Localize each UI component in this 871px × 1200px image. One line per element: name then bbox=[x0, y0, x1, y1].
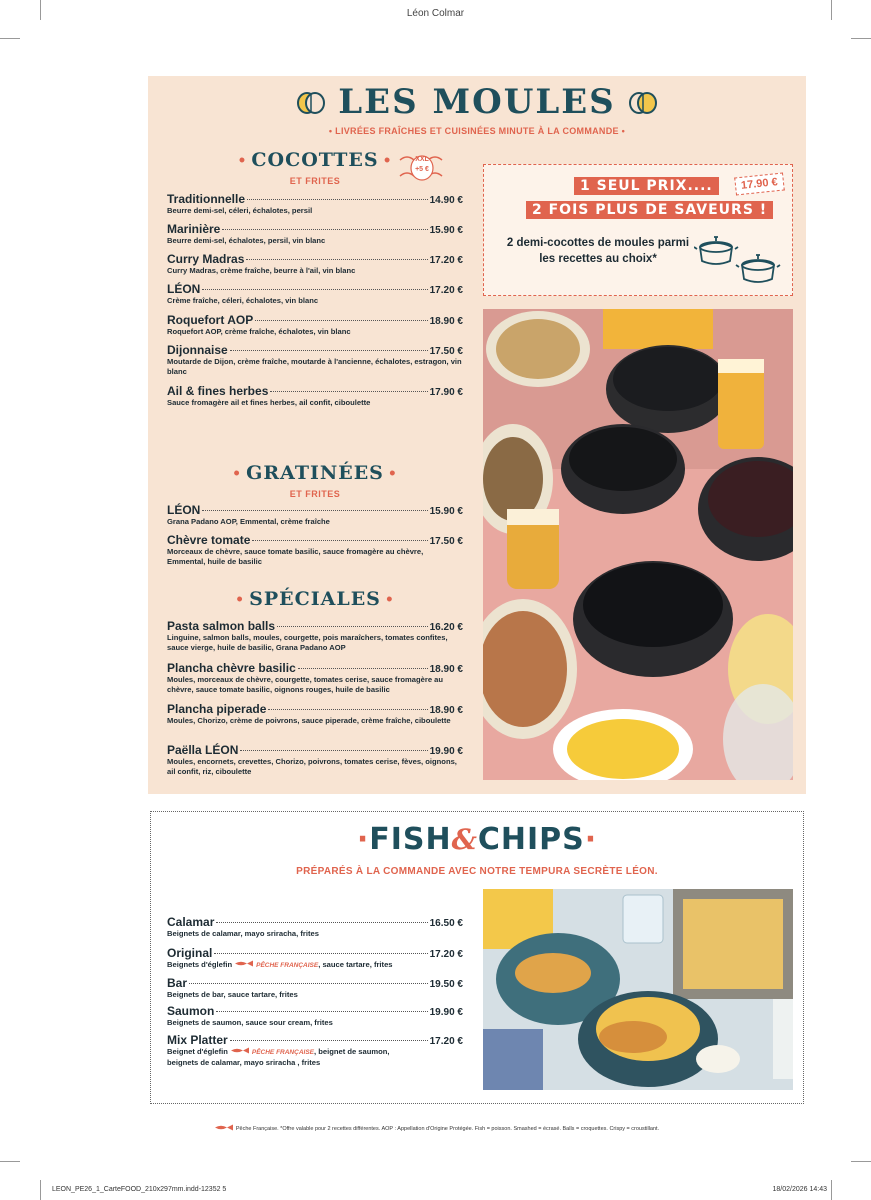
item-desc-b: , sauce tartare, frites bbox=[318, 960, 393, 969]
item-desc-b: , beignet de saumon, bbox=[314, 1047, 390, 1056]
fish-icon bbox=[234, 960, 254, 970]
menu-item bbox=[167, 503, 463, 527]
item-desc: Linguine, salmon balls, moules, courgette, pois maraîchers, tomates confites, sauce vierge, huile de basilic, Grana Padano AOP bbox=[167, 633, 448, 652]
menu-item bbox=[167, 661, 463, 695]
xxl-badge-top: XXL bbox=[415, 156, 429, 163]
menu-item bbox=[167, 946, 463, 971]
item-name: Bar bbox=[167, 976, 188, 990]
print-date: 18/02/2026 14:43 bbox=[772, 1186, 827, 1193]
item-price: 18.90 € bbox=[429, 664, 463, 675]
item-desc: Grana Padano AOP, Emmental, crème fraîche bbox=[167, 517, 330, 526]
menu-item bbox=[167, 282, 463, 306]
item-name: Ail & fines herbes bbox=[167, 384, 269, 398]
item-price: 17.20 € bbox=[429, 1036, 463, 1047]
promo-box bbox=[483, 164, 793, 296]
menu-item bbox=[167, 976, 463, 1000]
crop-mark bbox=[0, 1161, 20, 1162]
item-price: 17.20 € bbox=[429, 285, 463, 296]
menu-item bbox=[167, 192, 463, 216]
cocottes-subtitle: ET FRITES bbox=[289, 176, 341, 186]
fish-chips-subtitle: PRÉPARÉS À LA COMMANDE AVEC NOTRE TEMPURA SECRÈTE LÉON. bbox=[296, 866, 658, 877]
moules-subtitle: • LIVRÉES FRAÎCHES ET CUISINÉES MINUTE À LA COMMANDE • bbox=[328, 126, 626, 136]
cocotte-pots-icon bbox=[694, 231, 784, 292]
item-desc: Beignets de saumon, sauce sour cream, frites bbox=[167, 1018, 333, 1027]
item-price: 16.20 € bbox=[429, 622, 463, 633]
item-name: Curry Madras bbox=[167, 252, 245, 266]
item-name: LÉON bbox=[167, 282, 201, 296]
mussels-photo bbox=[483, 309, 793, 780]
menu-item bbox=[167, 619, 463, 653]
item-desc: Curry Madras, crème fraîche, beurre à l'ail, vin blanc bbox=[167, 266, 356, 275]
item-desc-a: Beignet d'églefin bbox=[167, 1047, 228, 1056]
item-desc: Beurre demi-sel, céleri, échalotes, persil bbox=[167, 206, 313, 215]
item-name: Plancha piperade bbox=[167, 702, 267, 716]
moules-title-text: LES MOULES bbox=[338, 82, 616, 122]
peche-francaise-label: PÊCHE FRANÇAISE bbox=[256, 962, 319, 969]
item-name: Roquefort AOP bbox=[167, 313, 254, 327]
item-desc: Beignets de bar, sauce tartare, frites bbox=[167, 990, 298, 999]
item-desc: Beignets de calamar, mayo sriracha, frites bbox=[167, 929, 319, 938]
item-name: Plancha chèvre basilic bbox=[167, 661, 296, 675]
menu-item bbox=[167, 533, 463, 567]
item-name: Marinière bbox=[167, 222, 221, 236]
item-desc: Sauce fromagère ail et fines herbes, ail confit, ciboulette bbox=[167, 398, 371, 407]
promo-line-2: 2 FOIS PLUS DE SAVEURS ! bbox=[526, 201, 773, 219]
fish-chips-photo bbox=[483, 889, 793, 1090]
item-price: 17.20 € bbox=[429, 255, 463, 266]
gratinees-title: • GRATINÉES • bbox=[232, 462, 398, 484]
cocottes-title-text: COCOTTES bbox=[251, 149, 379, 171]
document-title: Léon Colmar bbox=[406, 8, 465, 19]
menu-item bbox=[167, 252, 463, 276]
item-name: Saumon bbox=[167, 1004, 215, 1018]
item-desc-c: beignets de calamar, mayo sriracha , frites bbox=[167, 1058, 321, 1067]
menu-item bbox=[167, 915, 463, 939]
xxl-badge bbox=[397, 152, 447, 182]
footnote bbox=[0, 1124, 871, 1133]
menu-item bbox=[167, 1033, 463, 1068]
footnote-text: Pêche Française. *Offre valable pour 2 recettes différentes. AOP : Appellation d'Origine Protégée. Fish = poisson. Smashed = écrasé. Balls = croquettes. Crispy = croustillant. bbox=[235, 1125, 660, 1132]
item-desc-a: Beignets d'églefin bbox=[167, 960, 233, 969]
item-desc: Beurre demi-sel, échalotes, persil, vin blanc bbox=[167, 236, 326, 245]
menu-item bbox=[167, 343, 463, 377]
menu-item bbox=[167, 1004, 463, 1028]
menu-item bbox=[167, 702, 463, 726]
file-info: LEON_PE26_1_CarteFOOD_210x297mm.indd-12352 5 bbox=[52, 1186, 227, 1193]
crop-mark bbox=[0, 38, 20, 39]
menu-item bbox=[167, 384, 463, 408]
cocottes-title: • COCOTTES • bbox=[237, 149, 393, 171]
xxl-badge-bottom: +5 € bbox=[415, 166, 429, 173]
moules-title bbox=[148, 82, 806, 124]
item-desc: Moules, Chorizo, crème de poivrons, sauce piperade, crème fraîche, ciboulette bbox=[167, 716, 451, 725]
item-name: Original bbox=[167, 946, 213, 960]
item-price: 19.90 € bbox=[429, 1007, 463, 1018]
fish-title-b: CHIPS bbox=[477, 822, 585, 857]
crop-mark bbox=[40, 1180, 41, 1200]
menu-item bbox=[167, 743, 463, 777]
crop-mark bbox=[851, 38, 871, 39]
item-price: 18.90 € bbox=[429, 705, 463, 716]
item-price: 16.50 € bbox=[429, 918, 463, 929]
item-name: LÉON bbox=[167, 503, 201, 517]
item-price: 15.90 € bbox=[429, 506, 463, 517]
item-name: Dijonnaise bbox=[167, 343, 228, 357]
gratinees-subtitle: ET FRITES bbox=[289, 489, 341, 499]
peche-francaise-label: PÊCHE FRANÇAISE bbox=[251, 1049, 314, 1056]
item-desc: Morceaux de chèvre, sauce tomate basilic, sauce fromagère au chèvre, Emmental, huile de basilic bbox=[167, 547, 424, 566]
item-price: 19.50 € bbox=[429, 979, 463, 990]
item-desc: Crème fraîche, céleri, échalotes, vin blanc bbox=[167, 296, 319, 305]
fish-icon bbox=[214, 1124, 234, 1133]
item-price: 19.90 € bbox=[429, 746, 463, 757]
item-price: 18.90 € bbox=[429, 316, 463, 327]
item-name: Traditionnelle bbox=[167, 192, 246, 206]
item-name: Pasta salmon balls bbox=[167, 619, 276, 633]
fish-title-a: FISH bbox=[369, 822, 452, 857]
menu-item bbox=[167, 222, 463, 246]
speciales-title-text: SPÉCIALES bbox=[249, 588, 381, 610]
gratinees-title-text: GRATINÉES bbox=[246, 462, 384, 484]
item-name: Calamar bbox=[167, 915, 215, 929]
promo-text: 2 demi-cocottes de moules parmi les recettes au choix* bbox=[506, 237, 690, 265]
item-price: 17.20 € bbox=[429, 949, 463, 960]
speciales-title: • SPÉCIALES • bbox=[235, 588, 395, 610]
item-price: 17.50 € bbox=[429, 346, 463, 357]
mussel-shell-icon bbox=[296, 84, 326, 124]
item-name: Paëlla LÉON bbox=[167, 743, 239, 757]
mussel-shell-icon bbox=[628, 84, 658, 124]
fish-title-amp: & bbox=[451, 823, 478, 856]
item-price: 15.90 € bbox=[429, 225, 463, 236]
promo-line-1: 1 SEUL PRIX.... bbox=[574, 177, 719, 195]
crop-mark bbox=[831, 1180, 832, 1200]
item-price: 14.90 € bbox=[429, 195, 463, 206]
item-desc bbox=[167, 1047, 463, 1068]
item-desc: Moules, morceaux de chèvre, courgette, tomates cerise, sauce fromagère au chèvre, sauce tomate basilic, oignons rouges, huile de basilic bbox=[167, 675, 444, 694]
item-desc bbox=[167, 960, 463, 971]
menu-item bbox=[167, 313, 463, 337]
item-price: 17.50 € bbox=[429, 536, 463, 547]
item-price: 17.90 € bbox=[429, 387, 463, 398]
fish-icon bbox=[230, 1047, 250, 1057]
item-desc: Moules, encornets, crevettes, Chorizo, poivrons, tomates cerise, fèves, oignons, ail confit, riz, ciboulette bbox=[167, 757, 457, 776]
crop-mark bbox=[851, 1161, 871, 1162]
item-name: Chèvre tomate bbox=[167, 533, 251, 547]
item-desc: Moutarde de Dijon, crème fraîche, moutarde à l'ancienne, échalotes, estragon, vin blanc bbox=[167, 357, 462, 376]
fish-chips-title: ·FISH&CHIPS· bbox=[356, 822, 598, 857]
item-name: Mix Platter bbox=[167, 1033, 228, 1047]
promo-price: 17.90 € bbox=[734, 173, 784, 196]
item-desc: Roquefort AOP, crème fraîche, échalotes, vin blanc bbox=[167, 327, 351, 336]
